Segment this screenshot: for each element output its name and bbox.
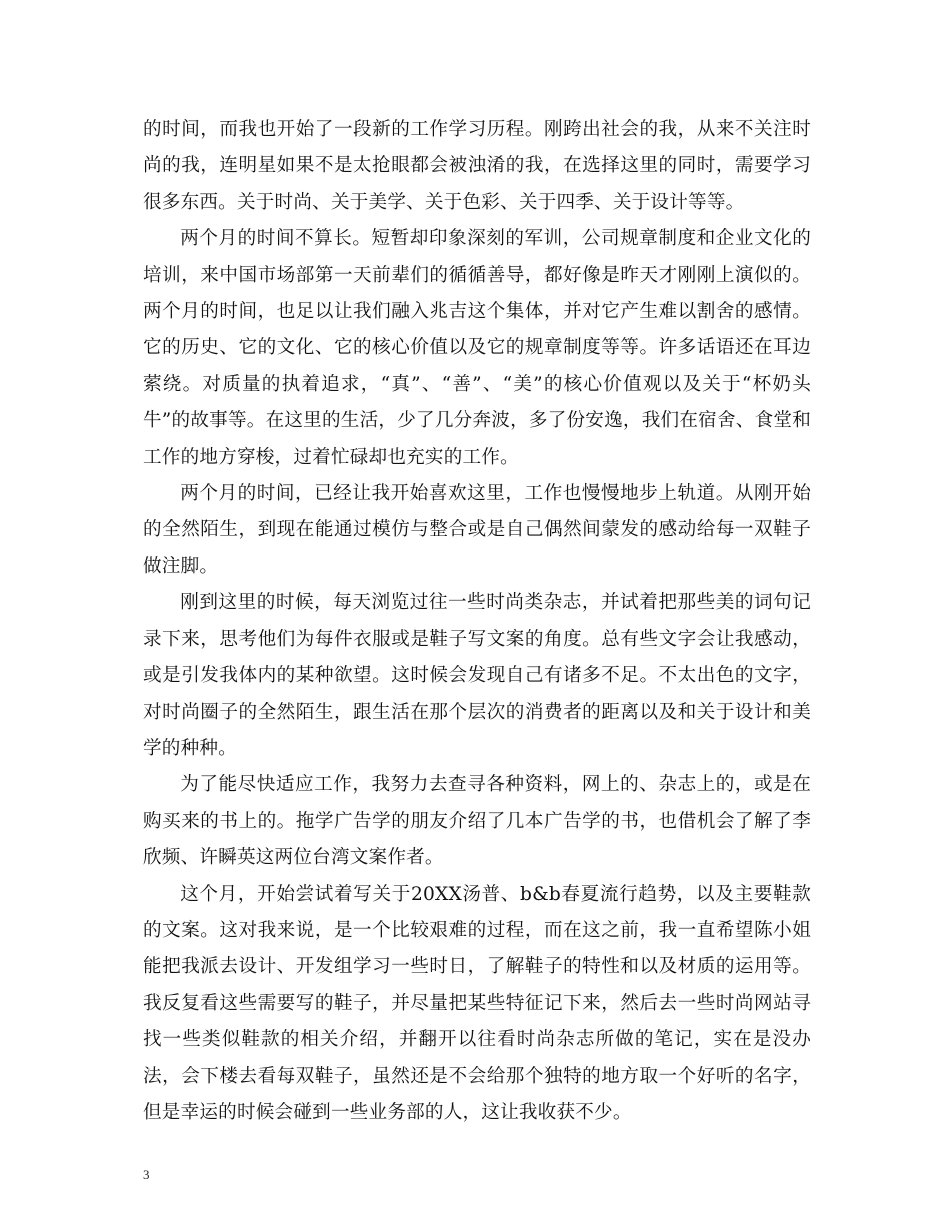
paragraph-1: 的时间，而我也开始了一段新的工作学习历程。刚跨出社会的我，从来不关注时尚的我，连明星如果不是太抢眼都会被浊淆的我，在选择这里的同时，需要学习很多东西。关于时尚、关于美学、关于色彩、关于四季、关于设计等等。 [143, 119, 811, 213]
page-number: 3 [143, 1167, 150, 1182]
paragraph-2: 两个月的时间不算长。短暂却印象深刻的军训，公司规章制度和企业文化的培训，来中国市场部第一天前辈们的循循善导，都好像是昨天才刚刚上演似的。两个月的时间，也足以让我们融入兆吉这个集体，并对它产生难以割舍的感情。它的历史、它的文化、它的核心价值以及它的规章制度等等。许多话语还在耳边萦绕。对质量的执着追求，“真”、“善”、“美”的核心价值观以及关于“杯奶头牛”的故事等。在这里的生活，少了几分奔波，多了份安逸，我们在宿舍、食堂和工作的地方穿梭，过着忙碌却也充实的工作。 [143, 228, 811, 468]
body-text [143, 112, 811, 1131]
paragraph-3: 两个月的时间，已经让我开始喜欢这里，工作也慢慢地步上轨道。从刚开始的全然陌生，到现在能通过模仿与整合或是自己偶然间蒙发的感动给每一双鞋子做注脚。 [143, 483, 811, 577]
paragraph-4: 刚到这里的时候，每天浏览过往一些时尚类杂志，并试着把那些美的词句记录下来，思考他们为每件衣服或是鞋子写文案的角度。总有些文字会让我感动，或是引发我体内的某种欲望。这时候会发现自己有诸多不足。不太出色的文字，对时尚圈子的全然陌生，跟生活在那个层次的消费者的距离以及和关于设计和美学的种种。 [143, 592, 811, 759]
paragraph-5: 为了能尽快适应工作，我努力去查寻各种资料，网上的、杂志上的，或是在购买来的书上的。拖学广告学的朋友介绍了几本广告学的书，也借机会了解了李欣频、许瞬英这两位台湾文案作者。 [143, 774, 811, 869]
paragraph-6: 这个月，开始尝试着写关于20XX汤普、b&b春夏流行趋势，以及主要鞋款的文案。这对我来说，是一个比较艰难的过程，而在这之前，我一直希望陈小姐能把我派去设计、开发组学习一些时日，了解鞋子的特性和以及材质的运用等。我反复看这些需要写的鞋子，并尽量把某些特征记下来，然后去一些时尚网站寻找一些类似鞋款的相关介绍，并翻开以往看时尚杂志所做的笔记，实在是没办法，会下楼去看每双鞋子，虽然还是不会给那个独特的地方取一个好听的名字，但是幸运的时候会碰到一些业务部的人，这让我收获不少。 [143, 883, 811, 1123]
